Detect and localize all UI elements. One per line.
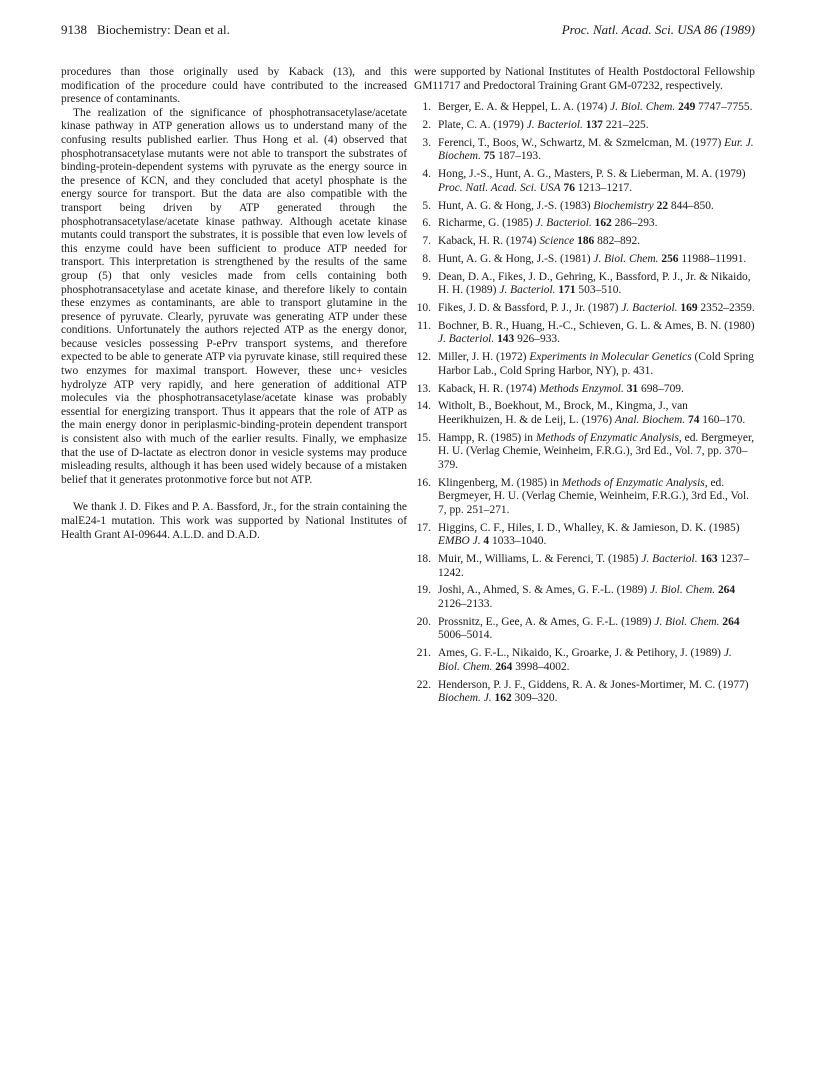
reference-number: 13. — [416, 382, 431, 395]
reference-item — [414, 320, 755, 347]
reference-item — [414, 119, 755, 133]
reference-pages: 286–293. — [614, 217, 658, 230]
reference-authors: Joshi, A., Ahmed, S. & Ames, G. F.-L. (1989) — [438, 584, 650, 597]
reference-pages: 1237–1242. — [438, 553, 750, 579]
journal-citation: Proc. Natl. Acad. Sci. USA 86 (1989) — [561, 22, 755, 37]
reference-volume: 4 — [483, 535, 490, 548]
reference-authors: Dean, D. A., Fikes, J. D., Gehring, K., Bassford, P. J., Jr. & Nikaido, H. H. (1989) — [438, 270, 751, 297]
reference-pages: 187–193. — [498, 150, 541, 163]
reference-number: 7. — [422, 235, 431, 248]
reference-journal: J. Biol. Chem. — [438, 647, 732, 673]
reference-pages: 3998–4002. — [515, 660, 570, 673]
reference-number: 6. — [422, 217, 431, 230]
reference-authors: Hunt, A. G. & Hong, J.-S. (1983) — [438, 199, 594, 212]
reference-journal: J. Biol. Chem. — [654, 615, 720, 628]
paragraph-discussion: The realization of the significance of phosphotransacetylase/acetate kinase pathway in ATP generation allows us to understand many of the confusing results published earlier. Thus Hong et al. (4) observed that phosphotransacetylase mutants were not able to transport the substrates of binding-protein-dependent systems with pyruvate as the energy source in the presence of KCN, and they concluded that acetyl phosphate is the energy source for transport. But the data are also compatible with the transport being driven by ATP generated through the phosphotransacetylase/acetate kinase pathway. Although acetate kinase mutants could transport the substrates, it is possible that even low levels of this enzyme could have been sufficient to produce ATP needed for transport. This interpretation is strengthened by the results of the same group (5) that only vesicles made from cells containing both phosphotransacetylase and acetate kinase, and therefore likely to contain these enzymes as contaminants, are able to transport glutamine in the presence of pyruvate. Clearly, pyruvate was generating ATP under these conditions. Unfortunately the authors rejected ATP as the energy donor, because vesicles possessing P-ePrv transport systems, and therefore expected to be able to generate ATP via pyruvate kinase, still required these two enzymes for maximal transport. However, these unc+ vesicles hydrolyze ATP very rapidly, and here generation of additional ATP molecules via the phosphotransacetylase/acetate kinase was probably essential for energizing transport. Thus it appears that the role of ATP as the main energy donor in periplasmic-binding-protein dependent transport is consistent also with much of the earlier results. Finally, we emphasize that the use of D-lactate as electron donor in vesicle systems may produce misleading results, although it has been used widely because of a mistaken belief that it generates protonmotive force but not ATP. — [61, 106, 407, 486]
reference-authors: Ames, G. F.-L., Nikaido, K., Groarke, J. & Petihory, J. (1989) — [438, 647, 724, 660]
reference-volume: 163 — [700, 553, 718, 565]
reference-item — [414, 351, 755, 378]
reference-authors: Witholt, B., Boekhout, M., Brock, M., Kingma, J., van Heerikhuizen, H. & de Leij, L. (1976) — [438, 400, 688, 426]
reference-item — [414, 522, 755, 549]
reference-item — [414, 616, 755, 643]
reference-authors: Ferenci, T., Boos, W., Schwartz, M. & Szmelcman, M. (1977) — [438, 136, 725, 149]
reference-number: 8. — [422, 252, 431, 265]
reference-journal: Methods of Enzymatic Analysis, — [561, 476, 708, 489]
reference-number: 15. — [416, 431, 431, 444]
reference-volume: 143 — [497, 333, 515, 346]
reference-volume: 171 — [558, 284, 576, 297]
reference-authors: Bochner, B. R., Huang, H.-C., Schieven, G. L. & Ames, B. N. (1980) — [438, 319, 755, 332]
reference-authors: Henderson, P. J. F., Giddens, R. A. & Jones-Mortimer, M. C. (1977) — [438, 678, 749, 691]
reference-item — [414, 137, 755, 164]
reference-pages: 2126–2133. — [438, 597, 493, 610]
reference-pages: 309–320. — [514, 692, 558, 705]
reference-item — [414, 647, 755, 674]
reference-volume: 249 — [678, 101, 696, 114]
reference-item — [414, 302, 755, 316]
reference-item — [414, 168, 755, 195]
right-column — [414, 66, 755, 710]
reference-item — [414, 584, 755, 611]
paragraph-contaminants: procedures than those originally used by Kaback (13), and this modification of the procedure could have contributed to the increased presence of contaminants. — [61, 66, 407, 106]
reference-volume: 169 — [680, 302, 698, 314]
reference-authors: Hong, J.-S., Hunt, A. G., Masters, P. S. & Lieberman, M. A. (1979) — [438, 168, 746, 181]
reference-volume: 264 — [495, 660, 513, 673]
reference-volume: 74 — [687, 413, 700, 426]
reference-volume: 75 — [483, 150, 496, 163]
reference-volume: 264 — [717, 584, 736, 597]
reference-number: 12. — [416, 351, 431, 364]
reference-list — [414, 101, 755, 706]
reference-journal: J. Biol. Chem. — [593, 252, 659, 265]
reference-pages: 160–170. — [702, 413, 746, 426]
reference-pages: 1033–1040. — [492, 535, 547, 548]
reference-pages: 698–709. — [640, 382, 684, 395]
reference-item — [414, 101, 755, 115]
page-header — [61, 22, 755, 42]
reference-pages: ed. Bergmeyer, H. U. (Verlag Chemie, Weinheim, F.R.G.), 3rd Ed., Vol. 7, pp. 251–271. — [438, 476, 750, 516]
reference-journal: J. Bacteriol. — [621, 302, 678, 314]
reference-journal: Biochemistry — [593, 199, 654, 212]
reference-journal: Methods Enzymol. — [539, 382, 624, 395]
reference-authors: Fikes, J. D. & Bassford, P. J., Jr. (1987) — [438, 302, 622, 314]
reference-authors: Richarme, G. (1985) — [438, 217, 536, 230]
reference-journal: EMBO J. — [438, 535, 481, 548]
reference-journal: J. Bacteriol. — [535, 217, 592, 230]
reference-number: 3. — [422, 136, 431, 149]
reference-pages: 7747–7755. — [698, 101, 753, 114]
reference-item — [414, 477, 755, 518]
reference-journal: J. Bacteriol. — [499, 284, 556, 297]
reference-number: 10. — [416, 302, 431, 314]
reference-volume: 162 — [494, 692, 512, 705]
reference-volume: 137 — [585, 118, 603, 131]
reference-item — [414, 432, 755, 473]
reference-pages: 926–933. — [517, 333, 560, 346]
reference-authors: Plate, C. A. (1979) — [438, 118, 527, 131]
reference-pages: 503–510. — [578, 284, 622, 297]
reference-pages: ed. Bergmeyer, H. U. (Verlag Chemie, Weinheim, F.R.G.), 3rd Ed., Vol. 7, pp. 370–379. — [438, 431, 755, 471]
reference-authors: Hunt, A. G. & Hong, J.-S. (1981) — [438, 252, 594, 265]
reference-volume: 31 — [626, 382, 639, 395]
reference-authors: Klingenberg, M. (1985) in — [438, 476, 562, 489]
acknowledgments-continued: were supported by National Institutes of Health Postdoctoral Fellowship GM11717 and Predoctoral Training Grant GM-07232, respectively. — [414, 66, 755, 92]
reference-number: 16. — [416, 476, 431, 489]
reference-number: 22. — [416, 678, 431, 691]
reference-authors: Berger, E. A. & Heppel, L. A. (1974) — [438, 101, 611, 114]
reference-journal: Eur. J. Biochem. — [438, 136, 754, 163]
reference-number: 14. — [416, 400, 431, 413]
reference-pages: 5006–5014. — [438, 629, 493, 642]
left-column — [61, 66, 407, 542]
reference-item — [414, 271, 755, 298]
reference-volume: 162 — [594, 217, 612, 230]
reference-item — [414, 383, 755, 397]
reference-number: 19. — [416, 584, 431, 597]
reference-journal: J. Biol. Chem. — [610, 101, 676, 114]
reference-number: 21. — [416, 647, 431, 660]
reference-item — [414, 253, 755, 267]
reference-journal: Experiments in Molecular Genetics — [529, 351, 692, 364]
reference-authors: Muir, M., Williams, L. & Ferenci, T. (1985) — [438, 553, 642, 565]
reference-volume: 256 — [661, 252, 679, 265]
reference-item — [414, 217, 755, 231]
running-title: Biochemistry: Dean et al. — [97, 22, 230, 37]
reference-item — [414, 235, 755, 249]
reference-item — [414, 553, 755, 580]
page-number: 9138 — [61, 22, 87, 37]
reference-authors: Higgins, C. F., Hiles, I. D., Whalley, K. & Jamieson, D. K. (1985) — [438, 521, 740, 534]
reference-pages: 221–225. — [605, 118, 649, 131]
reference-item — [414, 400, 755, 427]
reference-authors: Kaback, H. R. (1974) — [438, 235, 540, 248]
reference-number: 20. — [416, 615, 431, 628]
reference-number: 4. — [422, 168, 431, 181]
reference-journal: J. Bacteriol. — [438, 333, 495, 346]
acknowledgments: We thank J. D. Fikes and P. A. Bassford, Jr., for the strain containing the malE24-1 mutation. This work was supported by National Institutes of Health Grant AI-09644. A.L.D. and D.A.D. — [61, 501, 407, 541]
reference-volume: 22 — [656, 199, 669, 212]
reference-number: 5. — [422, 199, 431, 212]
reference-number: 17. — [416, 521, 431, 534]
reference-item — [414, 200, 755, 214]
reference-number: 18. — [416, 553, 431, 565]
reference-pages: 882–892. — [597, 235, 641, 248]
reference-pages: 2352–2359. — [700, 302, 755, 314]
reference-journal: J. Biol. Chem. — [649, 584, 716, 597]
reference-authors: Kaback, H. R. (1974) — [438, 382, 540, 395]
reference-number: 1. — [422, 101, 431, 114]
reference-number: 2. — [422, 118, 431, 131]
reference-authors: Prossnitz, E., Gee, A. & Ames, G. F.-L. (1989) — [438, 615, 655, 628]
reference-volume: 76 — [563, 181, 575, 194]
reference-journal: Methods of Enzymatic Analysis, — [535, 431, 682, 444]
reference-item — [414, 679, 755, 706]
reference-volume: 264 — [722, 615, 740, 628]
reference-number: 9. — [422, 270, 431, 283]
reference-journal: J. Bacteriol. — [641, 553, 698, 565]
reference-number: 11. — [417, 319, 431, 332]
reference-journal: Proc. Natl. Acad. Sci. USA — [438, 181, 561, 194]
reference-authors: Miller, J. H. (1972) — [438, 351, 530, 364]
reference-pages: (Cold Spring Harbor Lab., Cold Spring Harbor, NY), p. 431. — [438, 351, 754, 377]
reference-journal: Biochem. J. — [438, 692, 492, 705]
reference-volume: 186 — [577, 235, 595, 248]
reference-authors: Hampp, R. (1985) in — [438, 431, 536, 444]
reference-pages: 1213–1217. — [577, 181, 633, 194]
reference-journal: Anal. Biochem. — [614, 413, 686, 426]
reference-journal: Science — [539, 235, 575, 248]
reference-pages: 844–850. — [670, 199, 714, 212]
reference-journal: J. Bacteriol. — [526, 118, 583, 131]
reference-pages: 11988–11991. — [681, 252, 747, 265]
